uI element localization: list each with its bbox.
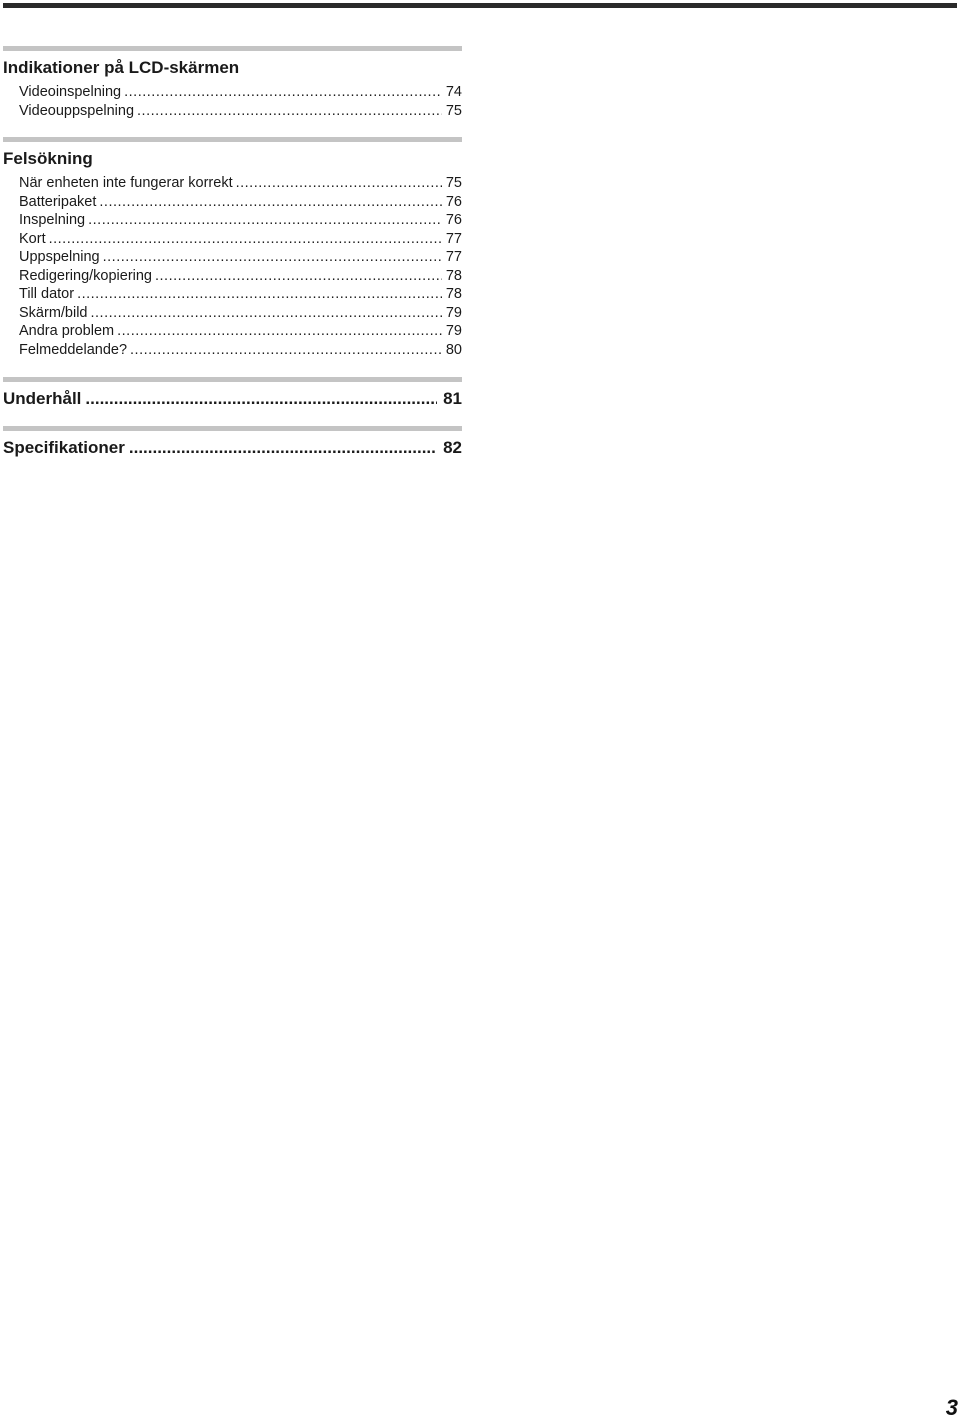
toc-entry-page: 79 — [445, 323, 462, 339]
toc-entry-page: 78 — [445, 267, 462, 284]
section-divider — [3, 377, 462, 382]
dot-leader — [99, 193, 441, 212]
dot-leader — [49, 230, 442, 249]
toc-entry-label: Till dator — [19, 286, 75, 302]
toc-entry-label: Uppspelning — [19, 249, 100, 265]
toc-entry-label: Batteripaket — [19, 193, 97, 210]
toc-entry-label: Kort — [19, 230, 46, 247]
toc-entry[interactable] — [19, 248, 462, 267]
dot-leader — [124, 83, 442, 102]
toc-entry-label: Redigering/kopiering — [19, 267, 152, 284]
dot-leader — [129, 437, 437, 459]
section-divider — [3, 46, 462, 51]
toc-entry[interactable] — [19, 322, 462, 341]
section-entries — [3, 174, 462, 359]
toc-entry[interactable] — [19, 304, 462, 323]
toc-entry-page: 74 — [445, 84, 462, 100]
toc-entry-label: Inspelning — [19, 212, 86, 228]
dot-leader — [103, 248, 442, 267]
toc-entry[interactable] — [19, 174, 462, 193]
toc-entry-label: Videouppspelning — [19, 102, 135, 119]
toc-entry-page: 79 — [445, 304, 462, 321]
toc-entry-label: När enheten inte fungerar korrekt — [19, 175, 233, 191]
section-divider — [3, 426, 462, 431]
toc-entry-label: Videoinspelning — [19, 84, 122, 100]
toc-entry-page: 80 — [445, 341, 462, 358]
toc-entry-label: Andra problem — [19, 323, 115, 339]
dot-leader — [137, 102, 442, 121]
toc-entry-page: 76 — [445, 212, 462, 228]
section-title: Indikationer på LCD-skärmen — [3, 58, 240, 77]
table-of-contents — [3, 46, 462, 459]
toc-section-specifications — [3, 426, 462, 459]
toc-entry[interactable] — [19, 267, 462, 286]
toc-entry[interactable] — [19, 193, 462, 212]
toc-section-entry[interactable] — [3, 388, 462, 410]
section-divider — [3, 137, 462, 142]
section-title: Underhåll — [3, 389, 82, 408]
toc-entry[interactable] — [19, 83, 462, 102]
toc-entry-page: 75 — [445, 175, 462, 191]
toc-entry-page: 77 — [445, 249, 462, 265]
toc-entry-label: Skärm/bild — [19, 304, 88, 321]
dot-leader — [85, 388, 437, 410]
section-entries — [3, 83, 462, 120]
toc-entry[interactable] — [19, 230, 462, 249]
dot-leader — [117, 322, 442, 341]
dot-leader — [155, 267, 442, 286]
dot-leader — [88, 211, 442, 230]
section-page: 82 — [443, 438, 462, 457]
toc-section-maintenance — [3, 377, 462, 410]
toc-entry-label: Felmeddelande? — [19, 341, 128, 358]
page-number: 3 — [945, 1395, 958, 1420]
toc-entry-page: 75 — [445, 102, 462, 119]
toc-entry-page: 77 — [445, 230, 462, 247]
toc-section-troubleshooting — [3, 137, 462, 359]
toc-entry[interactable] — [19, 285, 462, 304]
dot-leader — [130, 341, 442, 360]
toc-entry[interactable] — [19, 102, 462, 121]
dot-leader — [77, 285, 442, 304]
toc-entry[interactable] — [19, 341, 462, 360]
dot-leader — [236, 174, 442, 193]
toc-section-entry[interactable] — [3, 437, 462, 459]
dot-leader — [91, 304, 442, 323]
toc-entry-page: 78 — [445, 286, 462, 302]
toc-section-lcd-indications — [3, 46, 462, 120]
section-page: 81 — [443, 389, 462, 408]
toc-entry[interactable] — [19, 211, 462, 230]
top-rule — [3, 3, 957, 8]
toc-entry-page: 76 — [445, 193, 462, 210]
section-title: Specifikationer — [3, 438, 125, 457]
section-title: Felsökning — [3, 149, 93, 168]
